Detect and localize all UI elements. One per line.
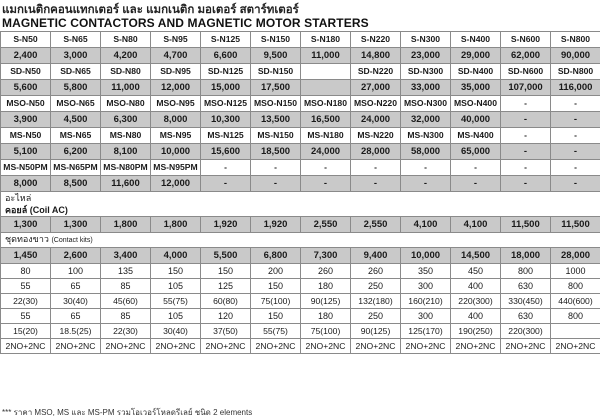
price-cell: 14,800: [351, 48, 401, 64]
spec-cell: 440(600): [551, 294, 600, 309]
spec-cell: 135: [101, 264, 151, 279]
price-cell: 8,500: [51, 176, 101, 192]
spec-cell: 630: [501, 279, 551, 294]
section-label-thai: ชุดทองขาว: [5, 234, 49, 244]
price-cell: 5,100: [1, 144, 51, 160]
model-cell: MSO-N300: [401, 96, 451, 112]
price-cell: 8,000: [151, 112, 201, 128]
model-cell: SD-N65: [51, 64, 101, 80]
price-cell: -: [451, 176, 501, 192]
spec-cell: 80: [1, 264, 51, 279]
spec-row: [1, 309, 600, 324]
spec-cell: 45(60): [101, 294, 151, 309]
price-cell: 3,000: [51, 48, 101, 64]
spec-cell: 180: [301, 279, 351, 294]
model-cell: SD-N300: [401, 64, 451, 80]
price-cell: -: [501, 144, 551, 160]
price-cell: 1,300: [51, 217, 101, 233]
spec-cell: 125: [201, 279, 251, 294]
model-cell: MSO-N400: [451, 96, 501, 112]
model-cell: MSO-N125: [201, 96, 251, 112]
spec-cell: 260: [301, 264, 351, 279]
spec-cell: 2NO+2NC: [551, 339, 600, 354]
model-cell: -: [201, 160, 251, 176]
price-cell: [301, 80, 351, 96]
section-sublabel: คอยล์ (Coil AC): [1, 204, 600, 217]
price-cell: 4,700: [151, 48, 201, 64]
model-cell: S-N180: [301, 32, 351, 48]
spec-cell: 150: [201, 264, 251, 279]
model-cell: MS-N300: [401, 128, 451, 144]
price-cell: 3,900: [1, 112, 51, 128]
price-cell: 27,000: [351, 80, 401, 96]
model-cell: S-N150: [251, 32, 301, 48]
price-cell: 6,800: [251, 248, 301, 264]
model-cell: -: [351, 160, 401, 176]
model-cell: -: [401, 160, 451, 176]
spec-cell: 2NO+2NC: [301, 339, 351, 354]
spec-cell: 160(210): [401, 294, 451, 309]
spec-cell: 55: [1, 279, 51, 294]
model-cell: -: [501, 160, 551, 176]
price-cell: 11,000: [101, 80, 151, 96]
spec-row: [1, 339, 600, 354]
spec-cell: 125(170): [401, 324, 451, 339]
spec-cell: 150: [151, 264, 201, 279]
spec-cell: 15(20): [1, 324, 51, 339]
model-cell: S-N600: [501, 32, 551, 48]
spec-cell: 2NO+2NC: [451, 339, 501, 354]
spec-cell: 800: [551, 309, 600, 324]
spec-cell: 30(40): [51, 294, 101, 309]
price-cell: -: [251, 176, 301, 192]
spec-cell: 100: [51, 264, 101, 279]
model-cell: S-N50: [1, 32, 51, 48]
model-cell: MSO-N65: [51, 96, 101, 112]
model-row: [1, 160, 600, 176]
spec-cell: 800: [551, 279, 600, 294]
spec-cell: 2NO+2NC: [251, 339, 301, 354]
model-cell: MS-N50: [1, 128, 51, 144]
section-label: [1, 233, 600, 248]
spec-cell: 800: [501, 264, 551, 279]
price-row: [1, 112, 600, 128]
price-cell: 16,500: [301, 112, 351, 128]
model-row: [1, 128, 600, 144]
price-cell: -: [301, 176, 351, 192]
model-cell: S-N95: [151, 32, 201, 48]
price-row: [1, 217, 600, 233]
model-cell: MS-N125: [201, 128, 251, 144]
spec-cell: 55: [1, 309, 51, 324]
model-cell: MS-N95: [151, 128, 201, 144]
price-row: [1, 248, 600, 264]
model-cell: -: [301, 160, 351, 176]
price-cell: 10,000: [401, 248, 451, 264]
spec-cell: 150: [251, 279, 301, 294]
model-cell: SD-N80: [101, 64, 151, 80]
spec-cell: 260: [351, 264, 401, 279]
price-cell: 4,500: [51, 112, 101, 128]
model-cell: MS-N65PM: [51, 160, 101, 176]
model-cell: -: [551, 160, 600, 176]
model-row: [1, 64, 600, 80]
price-cell: -: [351, 176, 401, 192]
spec-cell: 330(450): [501, 294, 551, 309]
price-cell: 12,000: [151, 176, 201, 192]
model-cell: S-N125: [201, 32, 251, 48]
model-cell: SD-N50: [1, 64, 51, 80]
section-header-spare-parts: [1, 192, 600, 205]
spec-cell: 450: [451, 264, 501, 279]
price-cell: 24,000: [301, 144, 351, 160]
price-row: [1, 144, 600, 160]
title-thai: แมกเนติกคอนแทกเตอร์ และ แมกเนติก มอเตอร์ สตาร์ทเตอร์: [2, 4, 299, 16]
price-cell: 2,550: [301, 217, 351, 233]
spec-cell: 30(40): [151, 324, 201, 339]
price-cell: 1,920: [251, 217, 301, 233]
price-cell: 18,500: [251, 144, 301, 160]
price-cell: 28,000: [351, 144, 401, 160]
model-cell: -: [551, 128, 600, 144]
spec-cell: 400: [451, 279, 501, 294]
spec-cell: 300: [401, 279, 451, 294]
model-row: [1, 32, 600, 48]
price-cell: 2,400: [1, 48, 51, 64]
spec-row: [1, 279, 600, 294]
spec-cell: 37(50): [201, 324, 251, 339]
price-cell: 9,500: [251, 48, 301, 64]
spec-cell: 65: [51, 279, 101, 294]
model-cell: MSO-N80: [101, 96, 151, 112]
spec-cell: 2NO+2NC: [51, 339, 101, 354]
model-cell: [301, 64, 351, 80]
model-cell: -: [251, 160, 301, 176]
section-subheader-coil: [1, 204, 600, 217]
price-cell: 4,200: [101, 48, 151, 64]
price-cell: 6,200: [51, 144, 101, 160]
section-label: อะไหล่: [1, 192, 600, 205]
price-cell: -: [551, 144, 600, 160]
price-cell: 1,800: [101, 217, 151, 233]
price-cell: 6,600: [201, 48, 251, 64]
spec-cell: [551, 324, 600, 339]
spec-cell: 2NO+2NC: [101, 339, 151, 354]
spec-cell: 22(30): [1, 294, 51, 309]
model-cell: MS-N220: [351, 128, 401, 144]
model-row: [1, 96, 600, 112]
spec-cell: 60(80): [201, 294, 251, 309]
price-cell: 5,500: [201, 248, 251, 264]
price-cell: 4,100: [451, 217, 501, 233]
model-cell: MSO-N95: [151, 96, 201, 112]
model-cell: SD-N400: [451, 64, 501, 80]
spec-cell: 250: [351, 309, 401, 324]
price-cell: 10,300: [201, 112, 251, 128]
price-cell: 1,450: [1, 248, 51, 264]
spec-cell: 220(300): [451, 294, 501, 309]
spec-row: [1, 264, 600, 279]
spec-cell: 55(75): [151, 294, 201, 309]
price-cell: 18,000: [501, 248, 551, 264]
price-cell: 5,600: [1, 80, 51, 96]
price-cell: 35,000: [451, 80, 501, 96]
price-cell: 6,300: [101, 112, 151, 128]
section-label-english: (Contact kits): [51, 237, 93, 244]
price-cell: -: [401, 176, 451, 192]
title-english: MAGNETIC CONTACTORS AND MAGNETIC MOTOR STARTERS: [2, 16, 369, 30]
spec-cell: 2NO+2NC: [151, 339, 201, 354]
price-cell: -: [551, 176, 600, 192]
price-cell: -: [201, 176, 251, 192]
price-cell: 23,000: [401, 48, 451, 64]
price-cell: 13,500: [251, 112, 301, 128]
price-cell: 7,300: [301, 248, 351, 264]
price-cell: -: [501, 176, 551, 192]
price-cell: 28,000: [551, 248, 600, 264]
spec-cell: 400: [451, 309, 501, 324]
model-cell: MS-N65: [51, 128, 101, 144]
model-cell: MS-N95PM: [151, 160, 201, 176]
model-cell: MSO-N150: [251, 96, 301, 112]
spec-cell: 105: [151, 279, 201, 294]
price-cell: 2,550: [351, 217, 401, 233]
spec-cell: 200: [251, 264, 301, 279]
price-cell: 33,000: [401, 80, 451, 96]
price-cell: 5,800: [51, 80, 101, 96]
model-cell: S-N80: [101, 32, 151, 48]
price-cell: -: [551, 112, 600, 128]
model-cell: S-N800: [551, 32, 600, 48]
price-cell: 65,000: [451, 144, 501, 160]
model-cell: S-N220: [351, 32, 401, 48]
model-cell: MSO-N50: [1, 96, 51, 112]
price-cell: 15,600: [201, 144, 251, 160]
model-cell: SD-N125: [201, 64, 251, 80]
spec-cell: 75(100): [301, 324, 351, 339]
price-cell: 15,000: [201, 80, 251, 96]
spec-cell: 65: [51, 309, 101, 324]
spec-cell: 220(300): [501, 324, 551, 339]
spec-cell: 18.5(25): [51, 324, 101, 339]
price-cell: 1,800: [151, 217, 201, 233]
spec-cell: 85: [101, 309, 151, 324]
spec-cell: 90(125): [351, 324, 401, 339]
price-cell: 4,100: [401, 217, 451, 233]
model-cell: MS-N80PM: [101, 160, 151, 176]
spec-cell: 90(125): [301, 294, 351, 309]
model-cell: SD-N800: [551, 64, 600, 80]
price-cell: 8,000: [1, 176, 51, 192]
model-cell: MSO-N180: [301, 96, 351, 112]
price-row: [1, 176, 600, 192]
price-row: [1, 48, 600, 64]
spec-row: [1, 324, 600, 339]
model-cell: S-N400: [451, 32, 501, 48]
spec-cell: 75(100): [251, 294, 301, 309]
model-cell: MS-N150: [251, 128, 301, 144]
spec-cell: 132(180): [351, 294, 401, 309]
model-cell: MSO-N220: [351, 96, 401, 112]
spec-cell: 22(30): [101, 324, 151, 339]
spec-row: [1, 294, 600, 309]
price-cell: 1,920: [201, 217, 251, 233]
price-cell: 29,000: [451, 48, 501, 64]
price-cell: 8,100: [101, 144, 151, 160]
spec-cell: 85: [101, 279, 151, 294]
model-cell: -: [551, 96, 600, 112]
model-cell: SD-N150: [251, 64, 301, 80]
model-cell: -: [501, 96, 551, 112]
spec-cell: 250: [351, 279, 401, 294]
price-cell: 11,000: [301, 48, 351, 64]
model-cell: MS-N180: [301, 128, 351, 144]
price-cell: 11,500: [501, 217, 551, 233]
footnote: *** ราคา MSO, MS และ MS-PM รวมโอเวอร์โหลดรีเลย์ ชนิด 2 elements: [2, 408, 253, 417]
model-cell: SD-N220: [351, 64, 401, 80]
model-cell: MS-N50PM: [1, 160, 51, 176]
price-cell: 10,000: [151, 144, 201, 160]
price-cell: 9,400: [351, 248, 401, 264]
price-cell: 62,000: [501, 48, 551, 64]
price-cell: 1,300: [1, 217, 51, 233]
spec-cell: 1000: [551, 264, 600, 279]
model-cell: -: [451, 160, 501, 176]
price-cell: 12,000: [151, 80, 201, 96]
price-table: [0, 31, 600, 354]
price-cell: 24,000: [351, 112, 401, 128]
model-cell: MS-N400: [451, 128, 501, 144]
spec-cell: 55(75): [251, 324, 301, 339]
spec-cell: 2NO+2NC: [501, 339, 551, 354]
model-cell: -: [501, 128, 551, 144]
spec-cell: 120: [201, 309, 251, 324]
spec-cell: 2NO+2NC: [201, 339, 251, 354]
spec-cell: 350: [401, 264, 451, 279]
spec-cell: 2NO+2NC: [401, 339, 451, 354]
price-row: [1, 80, 600, 96]
price-cell: 107,000: [501, 80, 551, 96]
price-cell: 90,000: [551, 48, 600, 64]
model-cell: SD-N95: [151, 64, 201, 80]
price-cell: 40,000: [451, 112, 501, 128]
spec-cell: 190(250): [451, 324, 501, 339]
spec-cell: 180: [301, 309, 351, 324]
model-cell: SD-N600: [501, 64, 551, 80]
price-cell: 11,600: [101, 176, 151, 192]
spec-cell: 2NO+2NC: [1, 339, 51, 354]
spec-cell: 630: [501, 309, 551, 324]
price-cell: 11,500: [551, 217, 600, 233]
spec-cell: 2NO+2NC: [351, 339, 401, 354]
price-cell: -: [501, 112, 551, 128]
price-cell: 58,000: [401, 144, 451, 160]
price-cell: 32,000: [401, 112, 451, 128]
model-cell: S-N300: [401, 32, 451, 48]
price-cell: 17,500: [251, 80, 301, 96]
model-cell: MS-N80: [101, 128, 151, 144]
price-cell: 4,000: [151, 248, 201, 264]
model-cell: S-N65: [51, 32, 101, 48]
price-cell: 14,500: [451, 248, 501, 264]
price-cell: 116,000: [551, 80, 600, 96]
spec-cell: 300: [401, 309, 451, 324]
price-cell: 2,600: [51, 248, 101, 264]
spec-cell: 105: [151, 309, 201, 324]
section-header-contact-kits: [1, 233, 600, 248]
spec-cell: 150: [251, 309, 301, 324]
price-cell: 3,400: [101, 248, 151, 264]
